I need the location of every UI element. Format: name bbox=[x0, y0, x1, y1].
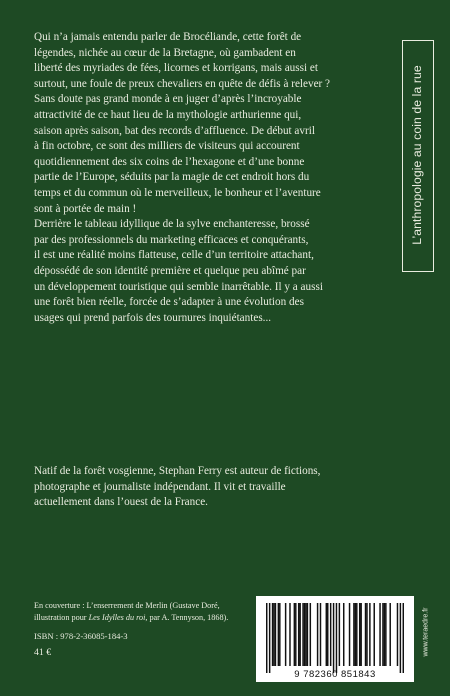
barcode-bar bbox=[273, 603, 274, 666]
barcode-digits: 9 782360 851843 bbox=[294, 669, 376, 680]
barcode-bar bbox=[349, 603, 350, 666]
series-title-text: L’anthropologie au coin de la rue bbox=[410, 65, 424, 245]
description-line: quotidiennement des six coins de l’hexagone et d’une bonne bbox=[34, 155, 305, 168]
description-line: attractivité de ce haut lieu de la mythologie arthurienne qui, bbox=[34, 108, 302, 121]
barcode-bar bbox=[275, 603, 276, 666]
barcode-bar bbox=[385, 603, 386, 666]
barcode-bar bbox=[285, 603, 286, 666]
barcode-bar bbox=[302, 603, 303, 666]
bio-line: actuellement dans l’ouest de la France. bbox=[34, 496, 208, 509]
barcode-bar bbox=[382, 603, 383, 666]
barcode-bar bbox=[356, 603, 357, 666]
cover-credit bbox=[34, 600, 228, 623]
description-line: il est une réalité moins flatteuse, celle d’un territoire attachant, bbox=[34, 249, 314, 262]
description-line: Qui n’a jamais entendu parler de Brocéliande, cette forêt de bbox=[34, 31, 302, 43]
barcode-bars bbox=[266, 603, 404, 673]
barcode-bar bbox=[320, 603, 321, 666]
bio-line: Natif de la forêt vosgienne, Stephan Ferry est auteur de fictions, bbox=[34, 465, 321, 477]
description-line: dépossédé de son identité première et quelque peu abîmé par bbox=[34, 264, 306, 277]
bio-line: photographe et journaliste indépendant. Il vit et travaille bbox=[34, 480, 286, 493]
barcode-bar bbox=[359, 603, 360, 666]
barcode-bar bbox=[365, 603, 366, 666]
barcode-bar bbox=[339, 603, 340, 666]
description-line: partie de l’Europe, séduits par la magie de cet endroit hors du bbox=[34, 171, 310, 184]
description-line: sont à portée de main ! bbox=[34, 202, 137, 215]
barcode-bar bbox=[278, 603, 279, 666]
barcode-bar bbox=[379, 603, 380, 666]
barcode-bar bbox=[266, 603, 267, 673]
barcode bbox=[256, 596, 414, 682]
description-paragraph bbox=[34, 30, 389, 326]
author-bio bbox=[34, 464, 389, 511]
isbn: ISBN : 978-2-36085-184-3 bbox=[34, 631, 128, 641]
barcode-bar bbox=[299, 603, 300, 666]
description-line: une forêt bien réelle, forcée de s’adapter à une évolution des bbox=[34, 296, 304, 309]
barcode-bar bbox=[326, 603, 327, 666]
description-line: usages qui prend parfois des tournures inquiétantes... bbox=[34, 311, 272, 324]
description-line: un développement touristique qui semble inarrêtable. Il y a aussi bbox=[34, 280, 323, 293]
barcode-bar bbox=[327, 603, 328, 666]
barcode-bar bbox=[279, 603, 280, 666]
barcode-bar bbox=[389, 603, 390, 666]
barcode-bar bbox=[397, 603, 398, 666]
price: 41 € bbox=[34, 647, 52, 658]
barcode-bar bbox=[330, 603, 331, 666]
barcode-bar bbox=[289, 603, 290, 666]
barcode-bar bbox=[360, 603, 361, 666]
barcode-bar bbox=[366, 603, 367, 666]
barcode-bar bbox=[295, 603, 296, 666]
description-line: par des professionnels du marketing efficaces et conquérants, bbox=[34, 233, 309, 246]
description-line: légendes, nichée au cœur de la Bretagne, où gambadent en bbox=[34, 46, 296, 59]
barcode-bar bbox=[304, 603, 305, 666]
barcode-bar bbox=[343, 603, 344, 666]
description-line: temps et du commun où le merveilleux, le bonheur et l’aventure bbox=[34, 186, 321, 199]
barcode-bar bbox=[369, 603, 370, 666]
barcode-bar bbox=[336, 603, 337, 673]
description-line: à fin octobre, ce sont des milliers de visiteurs qui accourent bbox=[34, 140, 300, 153]
cover-credit-work-title: Les Idylles du roi bbox=[88, 612, 146, 622]
description-line: surtout, une foule de preux chevaliers en quête de défis à relever ? bbox=[34, 77, 331, 90]
barcode-bar bbox=[298, 603, 299, 666]
barcode-bar bbox=[305, 603, 306, 666]
barcode-bar bbox=[373, 603, 374, 666]
description-line: saison après saison, bat des records d’affluence. De début avril bbox=[34, 124, 315, 137]
barcode-bar bbox=[403, 603, 404, 673]
barcode-bar bbox=[384, 603, 385, 666]
barcode-bar bbox=[310, 603, 311, 666]
barcode-bar bbox=[272, 603, 273, 666]
barcode-bar bbox=[333, 603, 334, 673]
publisher-url-text: www.teraedre.fr bbox=[422, 607, 430, 657]
cover-credit-line-1: En couverture : L’enserrement de Merlin (Gustave Doré, bbox=[34, 601, 220, 610]
barcode-bar bbox=[317, 603, 318, 666]
barcode-bar bbox=[400, 603, 401, 673]
barcode-bar bbox=[294, 603, 295, 666]
description-line: Derrière le tableau idyllique de la sylve enchanteresse, brossé bbox=[34, 218, 310, 231]
description-line: liberté des myriades de fées, licornes et korrigans, mais aussi et bbox=[34, 62, 318, 75]
barcode-bar bbox=[355, 603, 356, 666]
description-line: Sans doute pas grand monde à en juger d’après l’incroyable bbox=[34, 93, 302, 106]
cover-credit-line-2: illustration pour Les Idylles du roi, par A. Tennyson, 1868). bbox=[34, 612, 229, 622]
barcode-bar bbox=[269, 603, 270, 673]
barcode-bar bbox=[307, 603, 308, 666]
barcode-bar bbox=[353, 603, 354, 666]
